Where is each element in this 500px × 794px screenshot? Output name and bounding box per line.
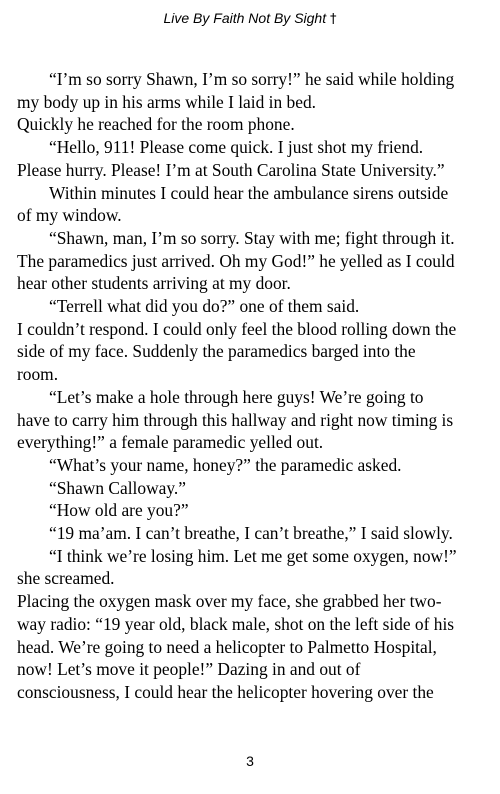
- text-line: I couldn’t respond. I could only feel the blood rolling down the: [17, 318, 457, 339]
- text-line: “Let’s make a hole through here guys! We’re going to: [49, 386, 424, 407]
- text-line: my body up in his arms while I laid in bed.: [17, 91, 316, 112]
- text-line: Within minutes I could hear the ambulance sirens outside: [49, 182, 449, 203]
- text-line: of my window.: [17, 205, 122, 226]
- text-line: “Terrell what did you do?” one of them said.: [49, 296, 360, 317]
- running-header: [0, 9, 500, 29]
- body-text: [17, 68, 487, 704]
- text-line: “What’s your name, honey?” the paramedic asked.: [49, 454, 402, 475]
- cross-icon: †: [330, 12, 337, 27]
- text-line: she screamed.: [17, 568, 115, 589]
- text-line: side of my face. Suddenly the paramedics barged into the: [17, 341, 416, 362]
- text-line: “I’m so sorry Shawn, I’m so sorry!” he said while holding: [49, 69, 455, 89]
- text-line: everything!” a female paramedic yelled out.: [17, 432, 324, 453]
- text-line: way radio: “19 year old, black male, shot on the left side of his: [17, 613, 455, 634]
- text-line: consciousness, I could hear the helicopter hovering over the: [17, 681, 434, 702]
- text-line: Please hurry. Please! I’m at South Carolina State University.”: [17, 159, 445, 180]
- text-line: “I think we’re losing him. Let me get some oxygen, now!”: [49, 545, 457, 566]
- text-line: “How old are you?”: [49, 500, 189, 521]
- text-line: “19 ma’am. I can’t breathe, I can’t breathe,” I said slowly.: [49, 523, 453, 544]
- text-line: Quickly he reached for the room phone.: [17, 114, 295, 135]
- text-line: Placing the oxygen mask over my face, she grabbed her two-: [17, 591, 442, 612]
- text-line: head. We’re going to need a helicopter to Palmetto Hospital,: [17, 636, 437, 657]
- text-line: “Shawn Calloway.”: [49, 477, 186, 498]
- text-line: have to carry him through this hallway and right now timing is: [17, 409, 454, 430]
- text-line: room.: [17, 364, 59, 385]
- text-line: “Shawn, man, I’m so sorry. Stay with me; fight through it.: [49, 227, 455, 248]
- text-line: now! Let’s move it people!” Dazing in and out of: [17, 659, 361, 680]
- text-line: hear other students arriving at my door.: [17, 273, 291, 294]
- text-line: “Hello, 911! Please come quick. I just shot my friend.: [49, 137, 424, 158]
- running-header-title: Live By Faith Not By Sight: [163, 10, 327, 26]
- page-number: 3: [246, 753, 254, 769]
- text-line: The paramedics just arrived. Oh my God!” he yelled as I could: [17, 250, 455, 271]
